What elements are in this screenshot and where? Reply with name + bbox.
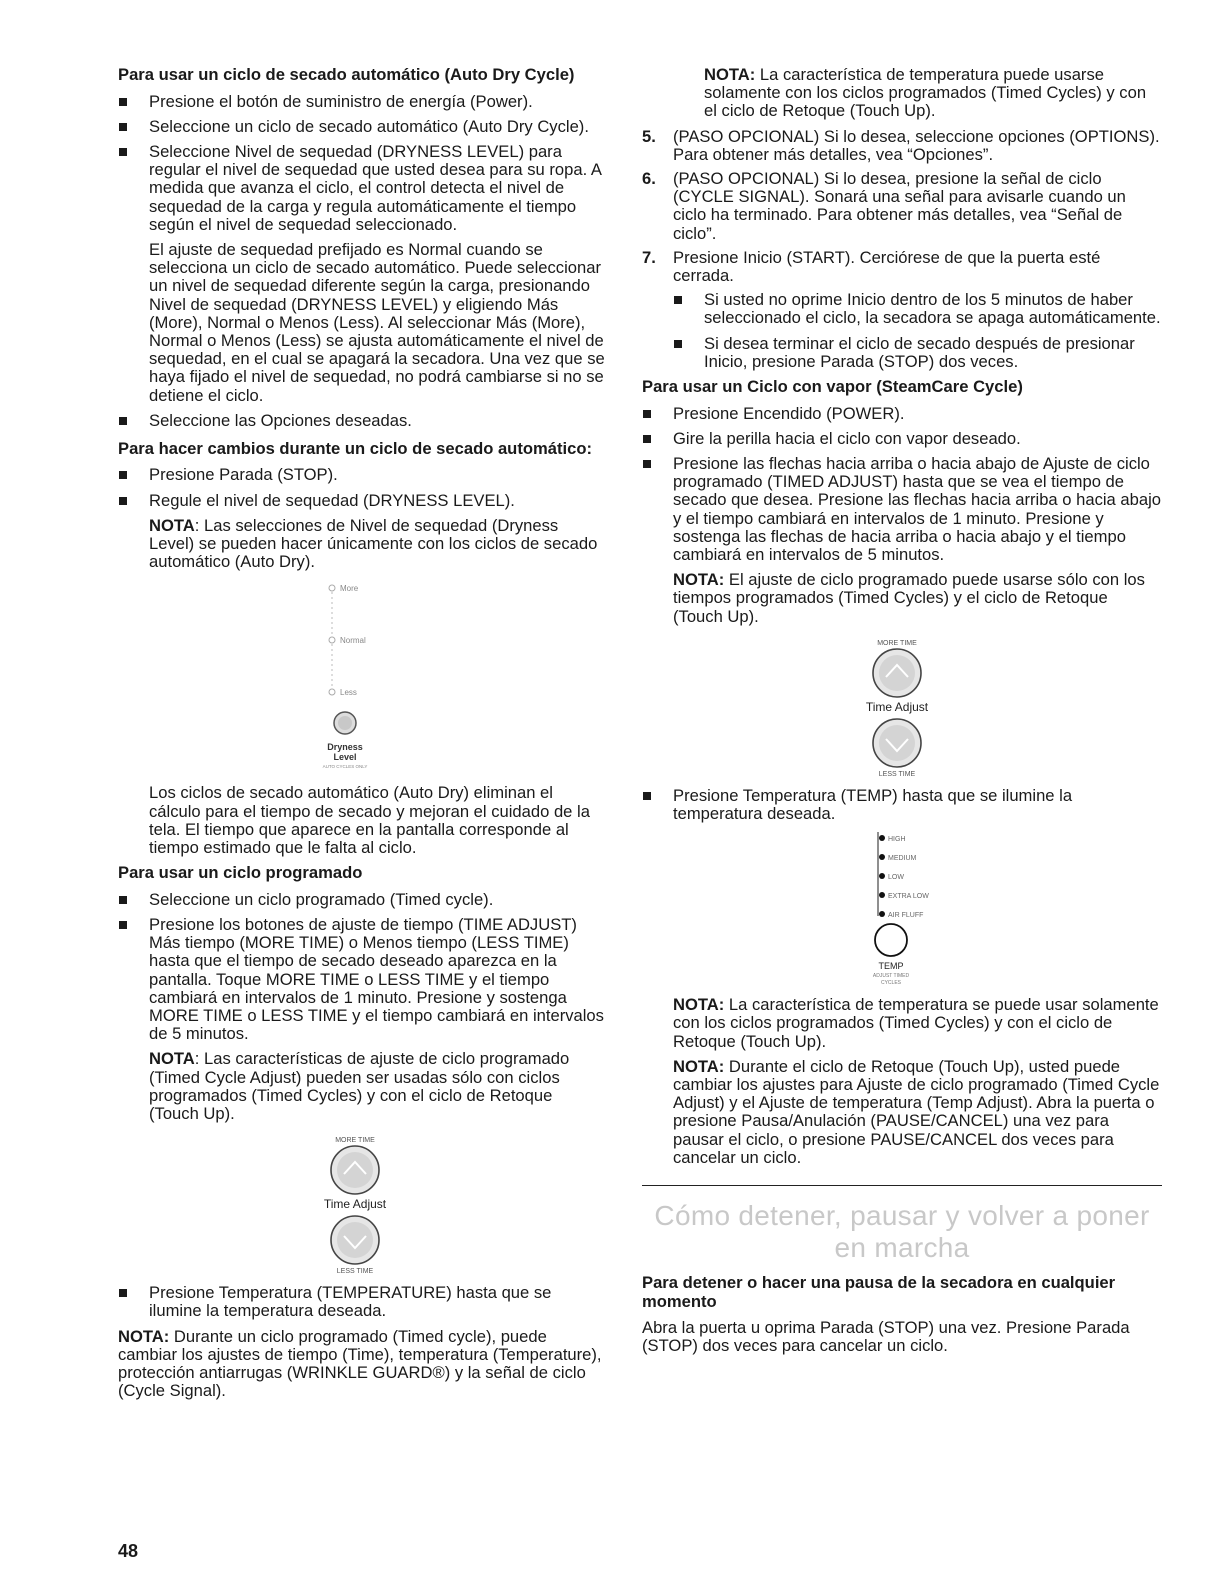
step-text: Presione Inicio (START). Cerciórese de que la puerta esté cerrada. <box>673 247 1101 286</box>
nota-touch-up <box>673 1058 1162 1167</box>
list-item: Presione Encendido (POWER). <box>642 405 1162 423</box>
list-item: Presione Temperatura (TEMPERATURE) hasta que se ilumine la temperatura deseada. <box>118 1284 606 1320</box>
step-number: 5. <box>642 126 656 146</box>
nota-timed <box>149 1050 606 1123</box>
temp-diagram <box>860 830 980 988</box>
dryness-more-label: More <box>340 584 359 594</box>
nota-steam <box>673 571 1162 626</box>
level-label: Level <box>333 752 357 763</box>
temp-option-label: EXTRA LOW <box>888 893 929 901</box>
temp-option-label: HIGH <box>888 836 906 844</box>
list-item: Seleccione un ciclo de secado automático (Auto Dry Cycle). <box>118 118 606 136</box>
time-adjust-figure-right <box>842 633 952 779</box>
step-item <box>642 249 1162 285</box>
heading-steam: Para usar un Ciclo con vapor (SteamCare Cycle) <box>642 377 1023 397</box>
temp-label: TEMP <box>878 961 904 972</box>
nota-temperature-top <box>704 66 1162 121</box>
dryness-level-figure <box>308 578 428 776</box>
nota-text: Durante un ciclo programado (Timed cycle), puede cambiar los ajustes de tiempo (Time), temperatura (Temperature), protección antiarrugas (WRINKLE GUARD®) y la señal de ciclo (Cycle Signal). <box>118 1326 602 1401</box>
nota-text: La característica de temperatura puede usarse solamente con los ciclos programados (Timed Cycles) y con el ciclo de Retoque (Touch Up). <box>704 65 1147 121</box>
auto-cycles-label: AUTO CYCLES ONLY <box>322 764 368 770</box>
temp-indicator-icon <box>879 854 885 860</box>
nota-label: NOTA: <box>673 570 725 590</box>
temp-option-label: LOW <box>888 874 904 882</box>
left-column <box>118 66 606 1407</box>
dryness-label: Dryness <box>327 742 363 753</box>
nota-text: : Las características de ajuste de ciclo programado (Timed Cycle Adjust) pueden ser usadas sólo con ciclos programados (Timed Cycles) y con el ciclo de Retoque (Touch Up). <box>149 1049 570 1124</box>
auto-dry-paragraph: El ajuste de sequedad prefijado es Normal cuando se selecciona un ciclo de secado automático. Puede seleccionar un nivel de sequedad diferente según la carga, presionando Nivel de sequedad (DRYNESS LEVEL) y eligiendo Más (More), Normal o Menos (Less). Al seleccionar Más (More), Normal o Menos (Less) se ajusta automáticamente el nivel de sequedad, en el cual se apagará la secadora. Una vez que se haya fijado el nivel de sequedad, no podrá cambiarse si no se detiene el ciclo. <box>149 239 605 405</box>
nota-timed-2 <box>118 1328 606 1401</box>
list-item: Si usted no oprime Inicio dentro de los 5 minutos de haber seleccionado el ciclo, la secadora se apaga automáticamente. <box>673 291 1162 327</box>
temp-indicator-icon <box>879 892 885 898</box>
step-number: 6. <box>642 169 656 189</box>
nota-label: NOTA <box>149 515 195 535</box>
nota-label: NOTA <box>149 1049 195 1069</box>
list-item: Seleccione Nivel de sequedad (DRYNESS LEVEL) para regular el nivel de sequedad que usted desea para su ropa. A medida que avanza el ciclo, el control detecta el nivel de sequedad de la carga y regula automáticamente el tiempo según el nivel de sequedad seleccionado. <box>118 143 606 234</box>
right-column <box>642 66 1162 1362</box>
list-item: Presione Parada (STOP). <box>118 466 606 484</box>
dryness-less-label: Less <box>340 688 357 698</box>
nota-label: NOTA: <box>673 1056 725 1076</box>
heading-stop: Para detener o hacer una pausa de la secadora en cualquier momento <box>642 1273 1116 1311</box>
less-time-label: LESS TIME <box>878 770 916 778</box>
step-text: (PASO OPCIONAL) Si lo desea, seleccione opciones (OPTIONS). Para obtener más detalles, vea “Opciones”. <box>673 126 1160 164</box>
time-adjust-diagram <box>842 633 952 779</box>
heading-timed: Para usar un ciclo programado <box>118 863 363 883</box>
temp-indicator-icon <box>879 911 885 917</box>
time-adjust-label: Time Adjust <box>323 1197 387 1212</box>
more-time-label: MORE TIME <box>335 1137 375 1145</box>
list-item: Presione el botón de suministro de energía (Power). <box>118 93 606 111</box>
nota-dryness <box>149 517 606 572</box>
page-number: 48 <box>118 1541 139 1561</box>
list-item: Seleccione un ciclo programado (Timed cycle). <box>118 891 606 909</box>
section-divider <box>642 1185 1162 1186</box>
nota-text: El ajuste de ciclo programado puede usarse sólo con los tiempos programados (Timed Cycles) y el ciclo de Retoque (Touch Up). <box>673 570 1145 626</box>
list-item: Presione Temperatura (TEMP) hasta que se ilumine la temperatura deseada. <box>642 787 1162 823</box>
list-item: Seleccione las Opciones deseadas. <box>118 412 606 430</box>
auto-dry-after-paragraph: Los ciclos de secado automático (Auto Dry) eliminan el cálculo para el tiempo de secado y mejoran el cuidado de la tela. El tiempo que aparece en la pantalla corresponde al tiempo estimado que le falta al ciclo. <box>149 783 590 858</box>
adjust-timed-label: ADJUST TIMED <box>872 973 910 980</box>
nota-label: NOTA: <box>704 65 756 84</box>
nota-temp-2 <box>673 996 1162 1051</box>
step-text: (PASO OPCIONAL) Si lo desea, presione la señal de ciclo (CYCLE SIGNAL). Sonará una señal para avisarle cuando un ciclo ha terminado. Para obtener más detalles, vea “Señal de ciclo”. <box>673 169 1126 243</box>
list-item: Si desea terminar el ciclo de secado después de presionar Inicio, presione Parada (STOP) dos veces. <box>673 335 1162 371</box>
heading-auto-dry: Para usar un ciclo de secado automático (Auto Dry Cycle) <box>118 65 575 84</box>
nota-text: Durante el ciclo de Retoque (Touch Up), usted puede cambiar los ajustes para Ajuste de ciclo programado (Timed Cycle Adjust) y el Ajuste de temperatura (Temp Adjust). Abra la puerta o presione Pausa/Anulación (PAUSE/CANCEL) una vez para pausar el ciclo, o presione PAUSE/CANCEL dos veces para cancelar un ciclo. <box>673 1056 1160 1167</box>
temp-button-icon <box>875 924 907 956</box>
section-title: Cómo detener, pausar y volver a poner en marcha <box>654 1200 1150 1264</box>
step-item <box>642 170 1162 243</box>
list-item: Presione las flechas hacia arriba o hacia abajo de Ajuste de ciclo programado (TIMED ADJUST) hasta que se vea el tiempo de secado que desea. Presione las flechas hacia arriba o hacia abajo y el tiempo cambiará en intervalos de 1 minuto. Presione y sostenga las flechas de hacia arriba o hacia abajo y el tiempo cambiará en intervalos de 5 minutos. <box>642 455 1162 564</box>
temp-indicator-icon <box>879 835 885 841</box>
time-adjust-diagram <box>300 1130 410 1276</box>
temp-figure <box>860 830 980 988</box>
nota-text: : Las selecciones de Nivel de sequedad (Dryness Level) se pueden hacer únicamente con los ciclos de secado automático (Auto Dry). <box>149 515 598 572</box>
nota-text: La característica de temperatura se puede usar solamente con los ciclos programados (Timed Cycles) y con el ciclo de Retoque (Touch Up). <box>673 995 1159 1051</box>
more-time-label: MORE TIME <box>877 639 917 647</box>
less-time-label: LESS TIME <box>336 1268 374 1276</box>
time-adjust-label: Time Adjust <box>865 699 929 714</box>
time-adjust-figure-left <box>300 1130 410 1276</box>
temp-option-label: MEDIUM <box>888 855 917 863</box>
nota-label: NOTA: <box>118 1326 170 1346</box>
list-item: Regule el nivel de sequedad (DRYNESS LEVEL). <box>118 492 606 510</box>
temp-indicator-icon <box>879 873 885 879</box>
heading-changes: Para hacer cambios durante un ciclo de secado automático: <box>118 438 592 458</box>
nota-label: NOTA: <box>673 995 725 1015</box>
cycles-label: CYCLES <box>880 980 902 987</box>
step-item <box>642 128 1162 164</box>
stop-paragraph: Abra la puerta u oprima Parada (STOP) una vez. Presione Parada (STOP) dos veces para cancelar un ciclo. <box>642 1318 1130 1356</box>
dryness-level-diagram <box>308 578 428 776</box>
list-item: Gire la perilla hacia el ciclo con vapor deseado. <box>642 430 1162 448</box>
step-number: 7. <box>642 247 656 267</box>
list-item: Presione los botones de ajuste de tiempo (TIME ADJUST) Más tiempo (MORE TIME) o Menos tiempo (LESS TIME) hasta que el tiempo de secado deseado aparezca en la pantalla. Toque MORE TIME o LESS TIME y el tiempo cambiará en intervalos de 1 minuto. Presione y sostenga MORE TIME o LESS TIME y el tiempo cambiará en intervalos de 5 minutos. <box>118 916 606 1043</box>
dryness-normal-label: Normal <box>340 636 366 646</box>
temp-option-label: AIR FLUFF <box>888 912 924 920</box>
